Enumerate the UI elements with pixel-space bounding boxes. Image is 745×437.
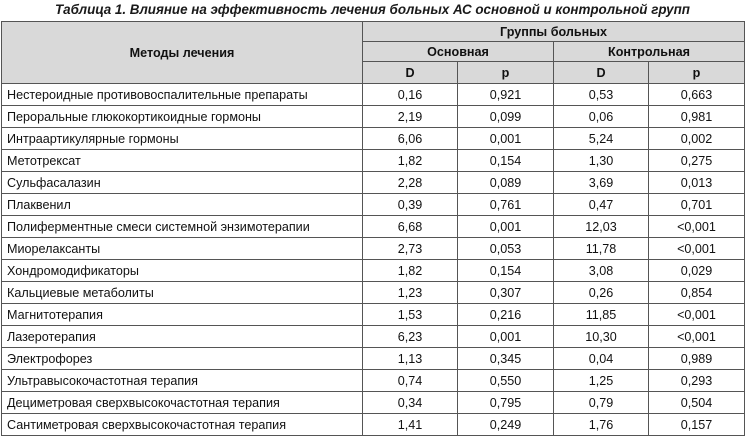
method-name: Кальциевые метаболиты xyxy=(2,282,363,304)
header-control-d: D xyxy=(554,62,649,84)
main-p-value: 0,154 xyxy=(458,260,554,282)
header-methods: Методы лечения xyxy=(2,22,363,84)
method-name: Лазеротерапия xyxy=(2,326,363,348)
control-p-value: 0,663 xyxy=(649,84,745,106)
header-control-p: p xyxy=(649,62,745,84)
control-d-value: 0,79 xyxy=(554,392,649,414)
control-d-value: 12,03 xyxy=(554,216,649,238)
main-p-value: 0,550 xyxy=(458,370,554,392)
table-row xyxy=(2,282,745,304)
main-p-value: 0,001 xyxy=(458,128,554,150)
table-row xyxy=(2,348,745,370)
main-d-value: 0,39 xyxy=(363,194,458,216)
main-p-value: 0,795 xyxy=(458,392,554,414)
control-d-value: 0,04 xyxy=(554,348,649,370)
table-row xyxy=(2,392,745,414)
control-p-value: <0,001 xyxy=(649,326,745,348)
main-p-value: 0,053 xyxy=(458,238,554,260)
table-row xyxy=(2,260,745,282)
main-p-value: 0,001 xyxy=(458,216,554,238)
table-row xyxy=(2,238,745,260)
table-row xyxy=(2,194,745,216)
main-p-value: 0,307 xyxy=(458,282,554,304)
method-name: Хондромодификаторы xyxy=(2,260,363,282)
main-d-value: 2,19 xyxy=(363,106,458,128)
table-caption: Таблица 1. Влияние на эффективность лечения больных АС основной и контрольной групп xyxy=(55,2,690,17)
main-p-value: 0,921 xyxy=(458,84,554,106)
method-name: Плаквенил xyxy=(2,194,363,216)
method-name: Сульфасалазин xyxy=(2,172,363,194)
control-p-value: <0,001 xyxy=(649,216,745,238)
main-d-value: 1,23 xyxy=(363,282,458,304)
control-d-value: 0,53 xyxy=(554,84,649,106)
control-p-value: <0,001 xyxy=(649,304,745,326)
control-d-value: 0,26 xyxy=(554,282,649,304)
control-p-value: 0,701 xyxy=(649,194,745,216)
control-p-value: 0,275 xyxy=(649,150,745,172)
control-p-value: 0,854 xyxy=(649,282,745,304)
main-d-value: 6,68 xyxy=(363,216,458,238)
control-d-value: 11,78 xyxy=(554,238,649,260)
method-name: Ультравысокочастотная терапия xyxy=(2,370,363,392)
method-name: Полиферментные смеси системной энзимотерапии xyxy=(2,216,363,238)
method-name: Магнитотерапия xyxy=(2,304,363,326)
table-row xyxy=(2,172,745,194)
header-main-d: D xyxy=(363,62,458,84)
main-d-value: 1,53 xyxy=(363,304,458,326)
main-d-value: 6,06 xyxy=(363,128,458,150)
control-d-value: 10,30 xyxy=(554,326,649,348)
main-d-value: 1,41 xyxy=(363,414,458,436)
table-row xyxy=(2,84,745,106)
table-row xyxy=(2,326,745,348)
header-control-group: Контрольная xyxy=(554,42,745,62)
control-p-value: 0,504 xyxy=(649,392,745,414)
header-patient-groups: Группы больных xyxy=(363,22,745,42)
main-d-value: 0,34 xyxy=(363,392,458,414)
table-row xyxy=(2,150,745,172)
control-p-value: 0,029 xyxy=(649,260,745,282)
control-d-value: 1,30 xyxy=(554,150,649,172)
control-p-value: 0,157 xyxy=(649,414,745,436)
control-d-value: 3,69 xyxy=(554,172,649,194)
method-name: Дециметровая сверхвысокочастотная терапия xyxy=(2,392,363,414)
control-d-value: 3,08 xyxy=(554,260,649,282)
control-d-value: 11,85 xyxy=(554,304,649,326)
main-d-value: 0,74 xyxy=(363,370,458,392)
table-row xyxy=(2,370,745,392)
control-d-value: 1,25 xyxy=(554,370,649,392)
control-p-value: <0,001 xyxy=(649,238,745,260)
table-row xyxy=(2,128,745,150)
control-p-value: 0,002 xyxy=(649,128,745,150)
control-p-value: 0,989 xyxy=(649,348,745,370)
header-main-group: Основная xyxy=(363,42,554,62)
main-d-value: 2,28 xyxy=(363,172,458,194)
main-p-value: 0,345 xyxy=(458,348,554,370)
method-name: Пероральные глюкокортикоидные гормоны xyxy=(2,106,363,128)
main-p-value: 0,249 xyxy=(458,414,554,436)
main-p-value: 0,089 xyxy=(458,172,554,194)
main-p-value: 0,761 xyxy=(458,194,554,216)
method-name: Сантиметровая сверхвысокочастотная терапия xyxy=(2,414,363,436)
treatment-effect-table xyxy=(1,21,745,436)
header-main-p: p xyxy=(458,62,554,84)
main-d-value: 1,82 xyxy=(363,150,458,172)
control-d-value: 1,76 xyxy=(554,414,649,436)
method-name: Нестероидные противовоспалительные препараты xyxy=(2,84,363,106)
control-d-value: 5,24 xyxy=(554,128,649,150)
main-p-value: 0,216 xyxy=(458,304,554,326)
main-p-value: 0,099 xyxy=(458,106,554,128)
table-row xyxy=(2,216,745,238)
method-name: Интраартикулярные гормоны xyxy=(2,128,363,150)
control-d-value: 0,06 xyxy=(554,106,649,128)
main-d-value: 1,13 xyxy=(363,348,458,370)
control-d-value: 0,47 xyxy=(554,194,649,216)
main-d-value: 0,16 xyxy=(363,84,458,106)
control-p-value: 0,013 xyxy=(649,172,745,194)
control-p-value: 0,981 xyxy=(649,106,745,128)
table-row xyxy=(2,414,745,436)
method-name: Миорелаксанты xyxy=(2,238,363,260)
main-d-value: 2,73 xyxy=(363,238,458,260)
method-name: Электрофорез xyxy=(2,348,363,370)
main-p-value: 0,154 xyxy=(458,150,554,172)
main-d-value: 1,82 xyxy=(363,260,458,282)
method-name: Метотрексат xyxy=(2,150,363,172)
main-p-value: 0,001 xyxy=(458,326,554,348)
table-row xyxy=(2,304,745,326)
main-d-value: 6,23 xyxy=(363,326,458,348)
control-p-value: 0,293 xyxy=(649,370,745,392)
table-row xyxy=(2,106,745,128)
